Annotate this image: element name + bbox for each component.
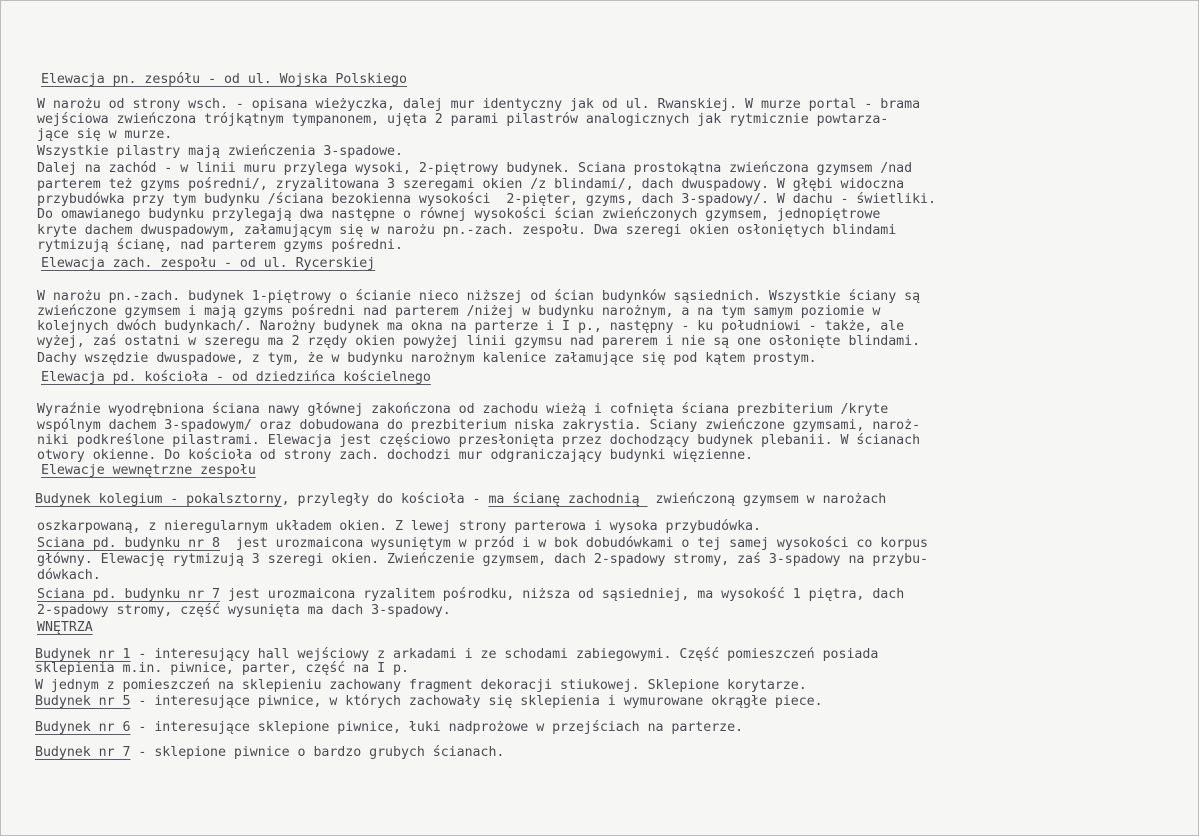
text-line xyxy=(37,448,753,463)
text-span: główny. Elewację rytmizują 3 szeregi okien. Zwieńczenie gzymsem, dach 2-spadowy stromy, zaś 3-spadowy na przybu- xyxy=(37,552,929,567)
text-line xyxy=(37,223,896,238)
underlined-phrase: ma ścianę zachodnią xyxy=(488,492,648,507)
text-span: rytmizują ścianę, nad parterem gzyms pośredni. xyxy=(37,238,403,253)
text-line xyxy=(37,319,904,334)
text-line xyxy=(37,177,904,192)
text-span: W narożu pn.-zach. budynek 1-piętrowy o ścianie nieco niższej od ścian budynków sąsiednich. Wszystkie ściany są xyxy=(37,289,921,304)
text-span: W narożu od strony wsch. - opisana wieżyczka, dalej mur identyczny jak od ul. Rwanskiej. W murze portal - brama xyxy=(37,97,921,112)
text-line xyxy=(37,144,403,159)
text-span: , przyległy do kościoła - xyxy=(281,492,489,507)
text-span: przybudówka przy tym budynku /ściana bezokienna wysokości 2-pięter, gzyms, dach 3-spadowy/. W dachu - świetliki. xyxy=(37,192,936,207)
text-span: Dachy wszędzie dwuspadowe, z tym, że w budynku narożnym kalenice załamujące się pod kątem prostym. xyxy=(37,351,817,366)
underlined-phrase: Budynek kolegium - pokalsztorny xyxy=(35,492,282,507)
underlined-phrase: Sciana pd. budynku nr 8 xyxy=(37,536,220,551)
text-line xyxy=(37,238,403,253)
text-line xyxy=(37,127,172,142)
text-span: jest urozmaicona wysuniętym w przód i w bok dobudówkami o tej samej wysokości co korpus xyxy=(219,536,929,551)
text-line xyxy=(37,207,880,222)
text-line xyxy=(37,304,880,319)
text-line xyxy=(37,418,920,433)
text-line xyxy=(37,351,817,366)
text-line xyxy=(37,433,920,448)
underlined-phrase: Elewacja pd. kościoła - od dziedzińca kościelnego xyxy=(41,370,431,385)
underlined-phrase: Elewacja pn. zespółu - od ul. Wojska Polskiego xyxy=(41,72,407,87)
text-line xyxy=(35,492,886,507)
underlined-phrase: Sciana pd. budynku nr 7 xyxy=(37,587,220,602)
heading-elewacja-pn xyxy=(41,72,407,87)
underlined-phrase: Budynek nr 7 xyxy=(35,745,131,760)
text-line xyxy=(35,720,743,735)
text-span: Wyraźnie wyodrębniona ściana nawy głównej zakończona od zachodu wieżą i cofnięta ściana prezbiterium /kryte xyxy=(37,402,889,417)
text-span: sklepienia m.in. piwnice, parter, część na I p. xyxy=(35,661,409,676)
text-span: - interesujące piwnice, w których zachowały się sklepienia i wymurowane okrągłe piece. xyxy=(130,694,823,709)
text-line xyxy=(35,647,878,662)
text-span: - interesujący hall wejściowy z arkadami i ze schodami zabiegowymi. Część pomieszczeń posiada xyxy=(130,647,879,662)
text-line xyxy=(37,112,888,127)
text-line xyxy=(37,587,904,602)
text-span: jące się w murze. xyxy=(37,127,173,142)
text-line xyxy=(37,536,928,551)
text-span: Do omawianego budynku przylegają dwa następne o równej wysokości ścian zwieńczonych gzymsem, jednopiętrowe xyxy=(37,207,881,222)
text-span: - interesujące sklepione piwnice, łuki nadprożowe w przejściach na parterze. xyxy=(130,720,744,735)
text-span: wspólnym dachem 3-spadowym/ oraz dobudowana do prezbiterium niska zakrystia. Sciany zwieńczone gzymsami, naroż- xyxy=(37,418,921,433)
text-span: Wszystkie pilastry mają zwieńczenia 3-spadowe. xyxy=(37,144,403,159)
text-span: Dalej na zachód - w linii muru przylega wysoki, 2-piętrowy budynek. Sciana prostokątna zwieńczona gzymsem /nad xyxy=(37,161,913,176)
text-span: zwieńczone gzymsem i mają gzyms pośredni nad parterem /niżej w budynku narożnym, a na tym samym poziomie w xyxy=(37,304,881,319)
text-span: niki podkreślone pilastrami. Elewacja jest częściowo przesłonięta przez dochodzący budynek plebanii. W ścianach xyxy=(37,433,921,448)
text-line xyxy=(37,519,761,534)
underlined-phrase: Budynek nr 6 xyxy=(35,720,131,735)
text-span: wyżej, zaś ostatni w szeregu ma 2 rzędy okien powyżej linii gzymsu nad parerem i nie są one osłonięte blindami. xyxy=(37,334,921,349)
underlined-phrase: WNĘTRZA xyxy=(37,620,93,635)
underlined-phrase: Budynek nr 5 xyxy=(35,694,131,709)
text-span: jest urozmaicona ryzalitem pośrodku, niższa od sąsiedniej, ma wysokość 1 piętra, dach xyxy=(219,587,905,602)
text-line xyxy=(37,568,101,583)
text-line xyxy=(35,745,504,760)
text-line xyxy=(35,678,807,693)
text-line xyxy=(37,402,888,417)
text-span: W jednym z pomieszczeń na sklepieniu zachowany fragment dekoracji stiukowej. Sklepione korytarze. xyxy=(35,678,807,693)
text-span: zwieńczoną gzymsem w narożach xyxy=(647,492,887,507)
underlined-phrase: Elewacje wewnętrzne zespołu xyxy=(41,463,256,478)
text-span: - sklepione piwnice o bardzo grubych ścianach. xyxy=(130,745,505,760)
text-line xyxy=(37,603,451,618)
heading-elewacje-wewnetrzne xyxy=(41,463,256,478)
text-line xyxy=(37,192,936,207)
text-span: wejściowa zwieńczona trójkątnym tympanonem, ujęta 2 parami pilastrów analogicznych jak rytmicznie powtarza- xyxy=(37,112,889,127)
text-line xyxy=(37,97,920,112)
text-span: otwory okienne. Do kościoła od strony zach. dochodzi mur odgraniczający budynki więzienne. xyxy=(37,448,753,463)
underlined-phrase: Elewacja zach. zespołu - od ul. Rycerskiej xyxy=(41,256,376,271)
text-span: dówkach. xyxy=(37,568,101,583)
heading-elewacja-zach xyxy=(41,256,375,271)
underlined-phrase: Budynek nr 1 xyxy=(35,647,131,662)
text-span: oszkarpowaną, z nieregularnym układem okien. Z lewej strony parterowa i wysoka przybudówka. xyxy=(37,519,761,534)
heading-wnetrza xyxy=(37,620,93,635)
text-span: kolejnych dwóch budynkach/. Narożny budynek ma okna na parterze i I p., następny - ku południowi - także, ale xyxy=(37,319,905,334)
heading-elewacja-pd xyxy=(41,370,431,385)
text-line xyxy=(35,694,823,709)
text-span: kryte dachem dwuspadowym, załamującym się w narożu pn.-zach. zespołu. Dwa szeregi okien osłoniętych blindami xyxy=(37,223,897,238)
text-span: 2-spadowy stromy, część wysunięta ma dach 3-spadowy. xyxy=(37,603,451,618)
text-line xyxy=(37,334,920,349)
text-line xyxy=(35,661,409,676)
text-span: parterem też gzyms pośredni/, zryzalitowana 3 szeregami okien /z blindami/, dach dwuspadowy. W głębi widoczna xyxy=(37,177,905,192)
text-line xyxy=(37,552,928,567)
text-line xyxy=(37,289,920,304)
text-line xyxy=(37,161,912,176)
